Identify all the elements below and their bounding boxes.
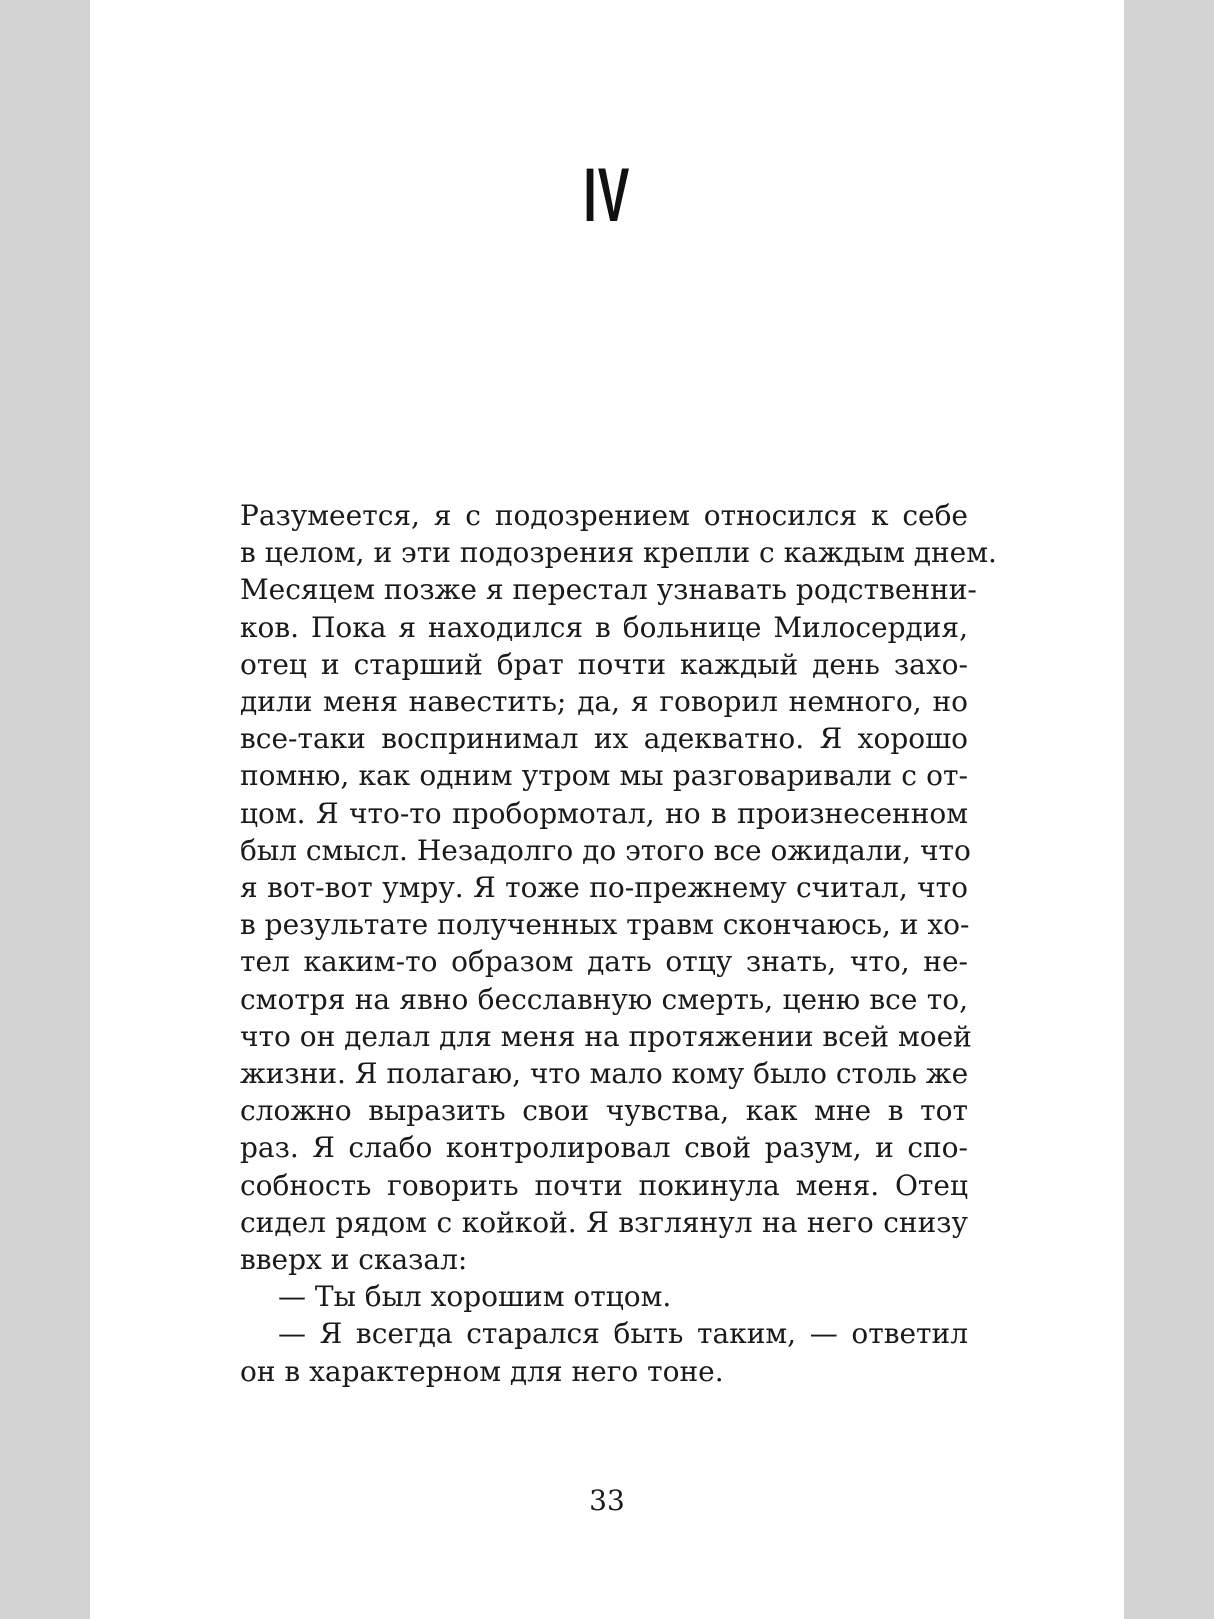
- text-line: раз. Я слабо контролировал свой разум, и спо-: [240, 1131, 968, 1165]
- page-number: 33: [589, 1484, 625, 1517]
- text-line: смотря на явно бесславную смерть, ценю все то,: [240, 982, 968, 1016]
- chapter-numeral: IV: [583, 153, 631, 238]
- text-line: он в характерном для него тоне.: [240, 1354, 724, 1388]
- text-line: сложно выразить свои чувства, как мне в тот: [240, 1094, 968, 1128]
- text-line: отец и старший брат почти каждый день захо-: [240, 647, 968, 681]
- text-line: цом. Я что-то пробормотал, но в произнесенном: [240, 796, 968, 830]
- text-line: в результате полученных травм скончаюсь, и хо-: [240, 908, 970, 942]
- text-line: собность говорить почти покинула меня. Отец: [240, 1168, 968, 1202]
- text-line: в целом, и эти подозрения крепли с каждым днем.: [240, 536, 997, 570]
- text-line: все-таки воспринимал их адекватно. Я хорошо: [240, 722, 968, 756]
- text-line: Месяцем позже я перестал узнавать родственни-: [240, 573, 977, 607]
- dialogue-line: — Ты был хорошим отцом.: [278, 1280, 672, 1314]
- text-line: Разумеется, я с подозрением относился к себе: [240, 499, 968, 532]
- chapter-body-text: [240, 497, 997, 1390]
- text-line: вверх и сказал:: [240, 1243, 468, 1277]
- text-line: сидел рядом с койкой. Я взглянул на него снизу: [240, 1205, 968, 1239]
- dialogue-line: — Я всегда старался быть таким, — ответил: [278, 1317, 968, 1351]
- text-line: тел каким-то образом дать отцу знать, что, не-: [240, 945, 968, 979]
- text-line: помню, как одним утром мы разговаривали с от-: [240, 759, 968, 793]
- text-line: дили меня навестить; да, я говорил немного, но: [240, 685, 968, 719]
- text-line: был смысл. Незадолго до этого все ожидали, что: [240, 833, 971, 867]
- text-line: я вот-вот умру. Я тоже по-прежнему считал, что: [240, 871, 968, 905]
- text-line: что он делал для меня на протяжении всей моей: [240, 1019, 972, 1053]
- text-line: жизни. Я полагаю, что мало кому было столь же: [240, 1057, 969, 1091]
- book-page: [90, 0, 1124, 1619]
- text-line: ков. Пока я находился в больнице Милосердия,: [240, 610, 968, 644]
